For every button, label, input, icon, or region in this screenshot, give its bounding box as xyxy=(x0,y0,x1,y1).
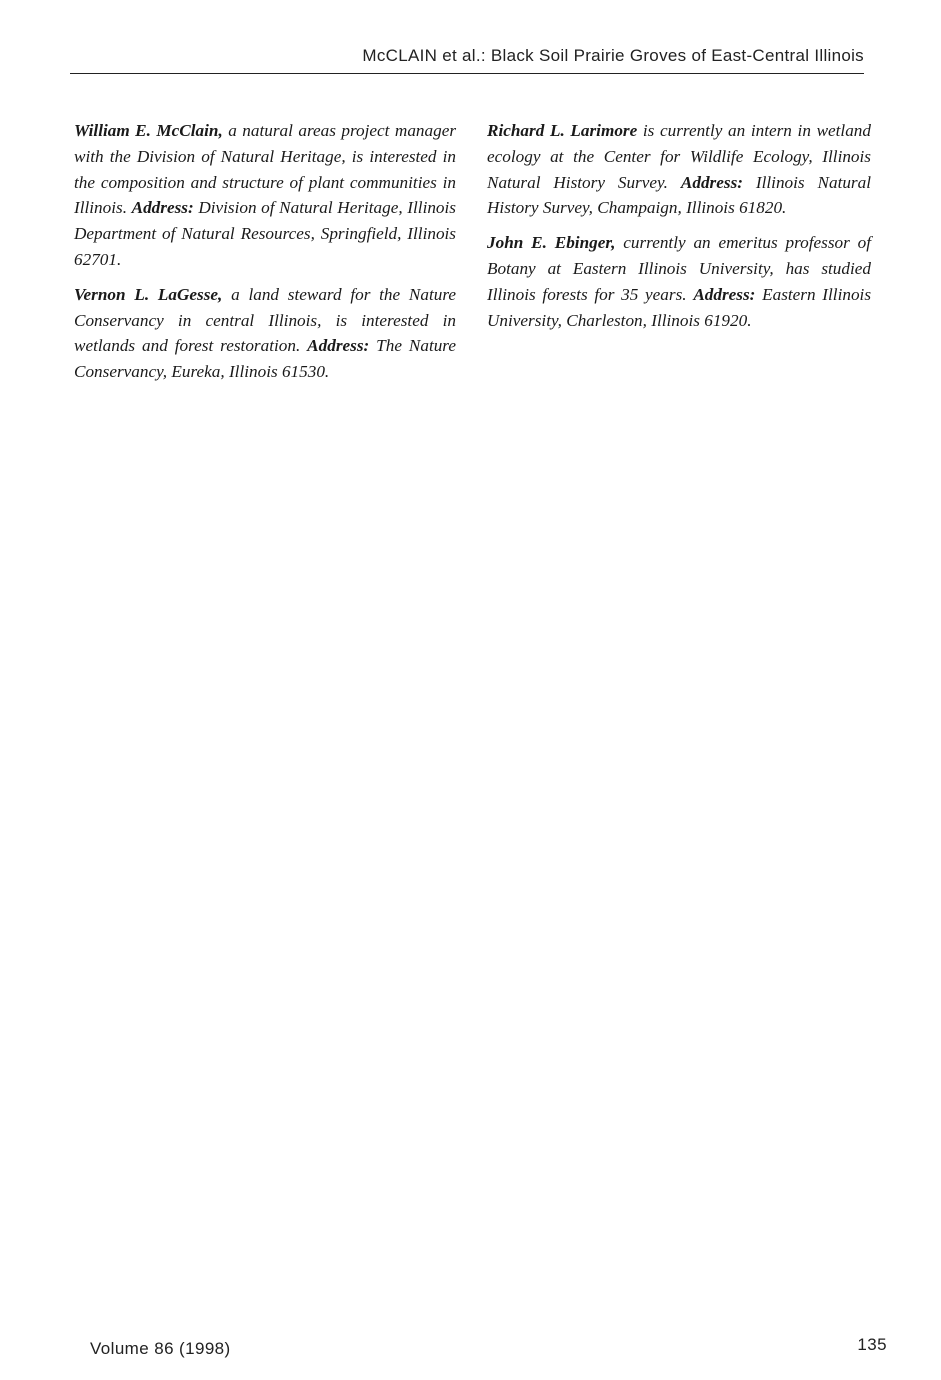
address-label: Address: xyxy=(693,284,756,304)
address-label: Address: xyxy=(131,198,194,218)
address-label: Address: xyxy=(307,336,370,356)
page-number: 135 xyxy=(857,1335,887,1354)
address-label: Address: xyxy=(680,172,743,192)
author-bio-larimore xyxy=(487,118,871,221)
address-text: Division of Natural Heritage, Illinois Department of Natural Resources, Springfield, Illinois 62701. xyxy=(74,198,456,269)
author-bio-ebinger xyxy=(487,230,871,333)
author-name: William E. McClain, xyxy=(74,121,223,140)
bio-text: is currently an intern in wetland ecology at the Center for Wildlife Ecology, Illinois Natural History Survey. xyxy=(487,121,871,192)
author-bio-lagesse xyxy=(74,282,456,385)
author-name: John E. Ebinger, xyxy=(487,233,616,253)
left-column xyxy=(74,118,456,394)
address-text: The Nature Conservancy, Eureka, Illinois 61530. xyxy=(74,336,456,382)
address-text: Illinois Natural History Survey, Champaign, Illinois 61820. xyxy=(487,172,871,218)
header-rule xyxy=(70,73,864,74)
author-name: Vernon L. LaGesse, xyxy=(74,284,223,304)
author-bio-mcclain xyxy=(74,118,456,273)
bio-text: a land steward for the Nature Conservancy in central Illinois, is interested in wetlands and forest restoration. xyxy=(74,284,456,356)
author-name: Richard L. Larimore xyxy=(487,121,638,140)
bio-text: a natural areas project manager with the Division of Natural Heritage, is interested in the composition and structure of plant communities in Illinois. xyxy=(74,121,457,218)
bio-text: currently an emeritus professor of Botany at Eastern Illinois University, has studied Illinois forests for 35 years. xyxy=(487,233,872,304)
right-column xyxy=(487,118,871,342)
volume-label: Volume 86 (1998) xyxy=(90,1339,231,1358)
running-head: McCLAIN et al.: Black Soil Prairie Groves of East-Central Illinois xyxy=(362,46,864,65)
address-text: Eastern Illinois University, Charleston, Illinois 61920. xyxy=(487,284,872,330)
